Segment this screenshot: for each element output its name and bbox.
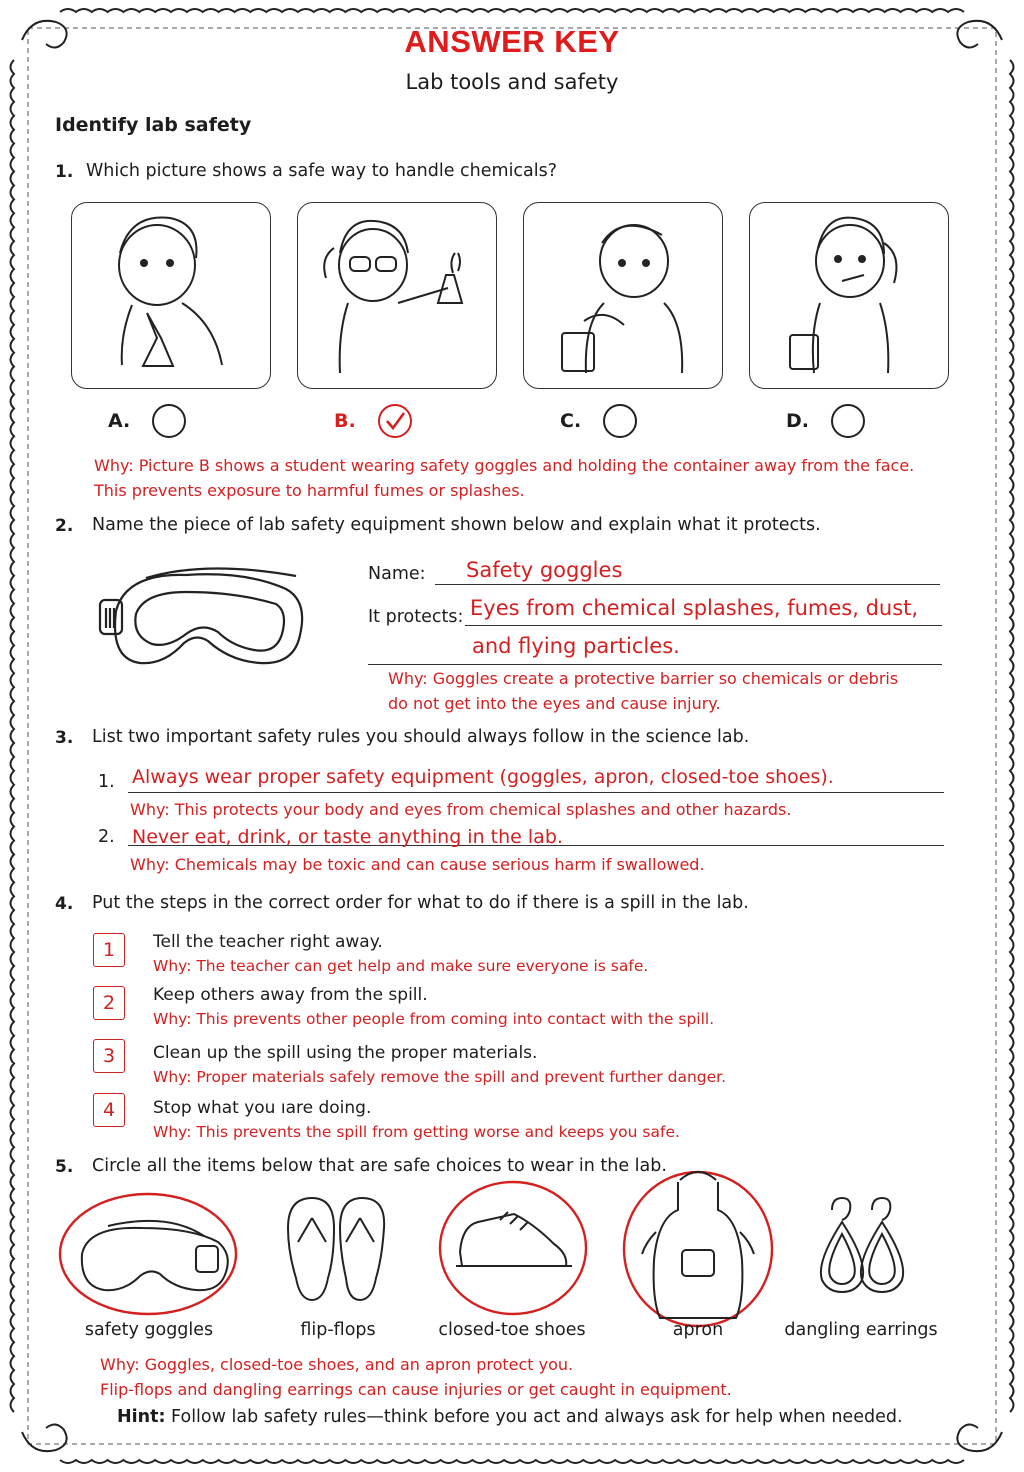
rule-2-number: 2. — [98, 827, 115, 847]
rule-2-why: Why: Chemicals may be toxic and can cause serious harm if swallowed. — [130, 855, 705, 874]
item-label-apron: apron — [672, 1320, 724, 1340]
protects-answer-2[interactable]: and flying particles. — [472, 634, 680, 658]
item-apron[interactable] — [620, 1168, 776, 1330]
protects-answer-1[interactable]: Eyes from chemical splashes, fumes, dust, — [470, 596, 919, 620]
name-answer-line — [435, 584, 940, 585]
picture-b[interactable] — [297, 202, 497, 389]
flip-flops-icon — [288, 1198, 384, 1300]
q1-why-line-2: This prevents exposure to harmful fumes or splashes. — [94, 481, 525, 500]
step-2-why: Why: This prevents other people from coming into contact with the spill. — [153, 1010, 715, 1028]
goggles-icon — [82, 1221, 228, 1290]
item-label-closed-toe-shoes: closed-toe shoes — [438, 1320, 586, 1340]
option-a[interactable] — [108, 404, 186, 438]
picture-c[interactable] — [523, 202, 723, 389]
rule-1-line — [128, 792, 944, 793]
question-5-number: 5. — [55, 1157, 74, 1177]
option-b-radio[interactable] — [378, 404, 412, 438]
student-with-goggles-icon — [298, 203, 496, 388]
step-4-text: Stop what you ıare doing. — [153, 1098, 372, 1118]
item-label-dangling-earrings: dangling earrings — [784, 1320, 938, 1340]
item-safety-goggles[interactable] — [56, 1188, 242, 1322]
name-answer[interactable]: Safety goggles — [466, 558, 623, 582]
q5-why-line-1: Why: Goggles, closed-toe shoes, and an apron protect you. — [100, 1355, 574, 1374]
q2-why-line-2: do not get into the eyes and cause injury. — [388, 694, 721, 713]
step-3-order[interactable]: 3 — [93, 1039, 125, 1073]
earrings-icon — [821, 1198, 903, 1292]
item-label-flip-flops: flip-flops — [300, 1320, 376, 1340]
q2-why-line-1: Why: Goggles create a protective barrier so chemicals or debris — [388, 669, 899, 688]
option-d[interactable] — [786, 404, 865, 438]
page-title: ANSWER KEY — [404, 24, 620, 59]
goggles-icon — [96, 556, 312, 670]
protects-answer-line-1 — [465, 625, 942, 626]
step-2-order[interactable]: 2 — [93, 986, 125, 1020]
step-2-text: Keep others away from the spill. — [153, 985, 428, 1005]
apron-icon — [642, 1172, 754, 1318]
item-dangling-earrings[interactable] — [812, 1194, 906, 1294]
question-1-number: 1. — [55, 162, 74, 182]
rule-1-why: Why: This protects your body and eyes from chemical splashes and other hazards. — [130, 800, 792, 819]
option-a-letter: A. — [108, 410, 131, 432]
step-4-order[interactable]: 4 — [93, 1093, 125, 1127]
rule-2-answer[interactable]: Never eat, drink, or taste anything in the lab. — [132, 826, 563, 848]
question-3-text: List two important safety rules you should always follow in the science lab. — [92, 727, 750, 747]
option-c[interactable] — [560, 404, 637, 438]
section-heading: Identify lab safety — [55, 114, 252, 136]
question-3-number: 3. — [55, 728, 74, 748]
question-5-text: Circle all the items below that are safe choices to wear in the lab. — [92, 1156, 667, 1176]
page-subtitle: Lab tools and safety — [405, 70, 619, 94]
option-c-letter: C. — [560, 410, 582, 432]
question-4-number: 4. — [55, 894, 74, 914]
item-flip-flops[interactable] — [284, 1194, 390, 1304]
rule-1-number: 1. — [98, 772, 115, 792]
step-4-why: Why: This prevents the spill from getting worse and keeps you safe. — [153, 1123, 680, 1141]
option-b[interactable] — [334, 404, 412, 438]
student-tasting-icon — [750, 203, 948, 388]
option-b-letter: B. — [334, 410, 356, 432]
selection-circle-icon — [440, 1182, 586, 1314]
item-closed-toe-shoes[interactable] — [436, 1178, 590, 1318]
step-3-text: Clean up the spill using the proper materials. — [153, 1043, 538, 1063]
question-1-text: Which picture shows a safe way to handle chemicals? — [86, 161, 558, 181]
student-pouring-icon — [524, 203, 722, 388]
step-1-text: Tell the teacher right away. — [153, 932, 383, 952]
step-1-why: Why: The teacher can get help and make sure everyone is safe. — [153, 957, 649, 975]
option-a-radio[interactable] — [152, 404, 186, 438]
checkmark-icon — [380, 406, 410, 436]
item-label-safety-goggles: safety goggles — [84, 1320, 214, 1340]
picture-d[interactable] — [749, 202, 949, 389]
question-2-number: 2. — [55, 516, 74, 536]
protects-label: It protects: — [368, 607, 464, 627]
picture-a[interactable] — [71, 202, 271, 389]
step-1-order[interactable]: 1 — [93, 933, 125, 967]
sneaker-icon — [456, 1212, 572, 1266]
hint-label: Hint: — [117, 1407, 166, 1427]
hint-text: Follow lab safety rules—think before you act and always ask for help when needed. — [171, 1407, 903, 1427]
q5-why-line-2: Flip-flops and dangling earrings can cause injuries or get caught in equipment. — [100, 1380, 732, 1399]
protects-answer-line-2 — [368, 664, 942, 665]
option-d-radio[interactable] — [831, 404, 865, 438]
option-d-letter: D. — [786, 410, 809, 432]
student-smelling-flask-icon — [72, 203, 270, 388]
option-c-radio[interactable] — [603, 404, 637, 438]
q1-why-line-1: Why: Picture B shows a student wearing safety goggles and holding the container away from the face. — [94, 456, 915, 475]
question-2-text: Name the piece of lab safety equipment shown below and explain what it protects. — [92, 515, 821, 535]
step-3-why: Why: Proper materials safely remove the spill and prevent further danger. — [153, 1068, 727, 1086]
rule-1-answer[interactable]: Always wear proper safety equipment (goggles, apron, closed-toe shoes). — [132, 766, 834, 788]
question-4-text: Put the steps in the correct order for what to do if there is a spill in the lab. — [92, 893, 749, 913]
name-label: Name: — [368, 564, 426, 584]
hint — [117, 1407, 903, 1427]
selection-circle-icon — [60, 1194, 236, 1314]
